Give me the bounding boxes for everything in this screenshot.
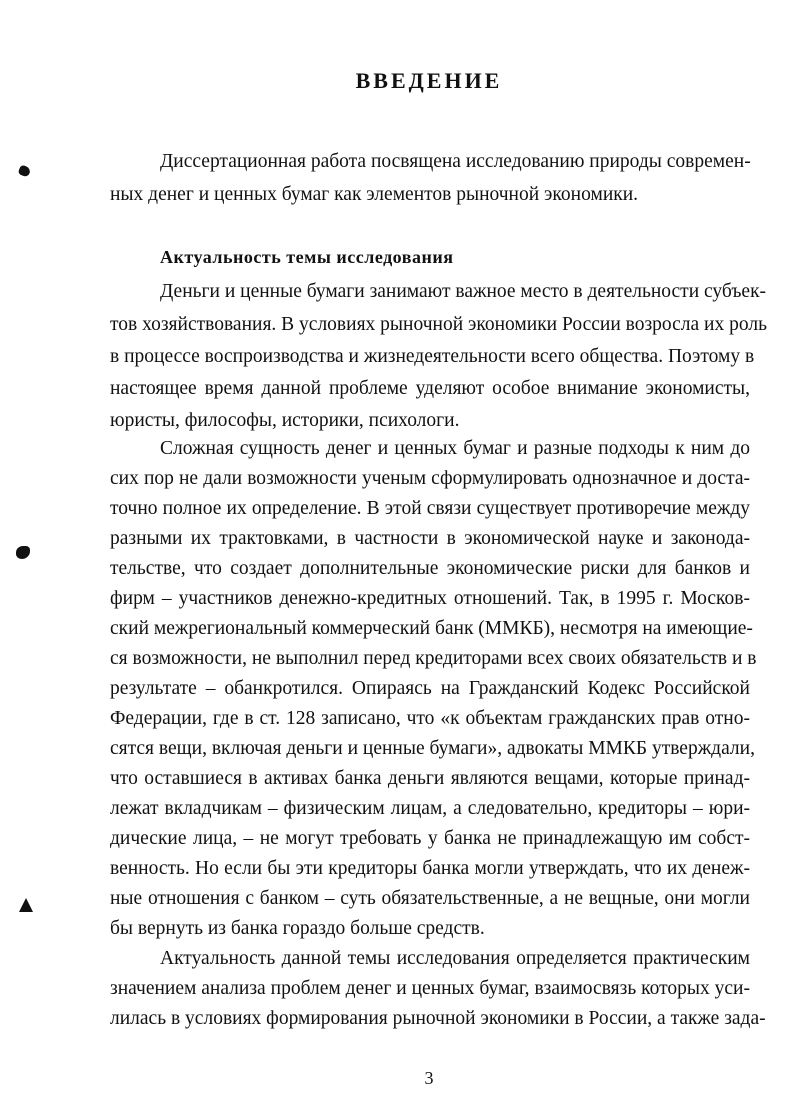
text-line: Деньги и ценные бумаги занимают важное место в деятельности субъек-	[160, 281, 767, 302]
text-line: сих пор не дали возможности ученым сформулировать однозначное и доста-	[110, 468, 750, 489]
text-line: лилась в условиях формирования рыночной экономики в России, а также зада-	[110, 1008, 766, 1029]
text-line: точно полное их определение. В этой связи существует противоречие между	[110, 498, 750, 519]
margin-mark	[18, 164, 32, 177]
text-line: ные отношения с банком – суть обязательственные, а не вещные, они могли	[110, 888, 750, 909]
text-line: бы вернуть из банка гораздо больше средств.	[110, 918, 485, 939]
text-line: юристы, философы, историки, психологи.	[110, 410, 460, 431]
section-heading: Актуальность темы исследования	[160, 247, 454, 267]
text-line: разными их трактовками, в частности в экономической науке и законода-	[110, 528, 750, 549]
text-line: тов хозяйствования. В условиях рыночной экономики России возросла их роль	[110, 314, 767, 335]
text-line: Актуальность данной темы исследования определяется практическим	[160, 948, 750, 969]
text-line: сятся вещи, включая деньги и ценные бумаги», адвокаты ММКБ утверждали,	[110, 738, 755, 759]
page-number: 3	[424, 1068, 434, 1088]
text-line: фирм – участников денежно-кредитных отношений. Так, в 1995 г. Москов-	[110, 588, 750, 609]
margin-mark	[16, 546, 30, 559]
text-line: дические лица, – не могут требовать у банка не принадлежащую им собст-	[110, 828, 750, 849]
text-line: настоящее время данной проблеме уделяют особое внимание экономисты,	[110, 378, 750, 399]
text-line: ся возможности, не выполнил перед кредиторами всех своих обязательств и в	[110, 648, 757, 669]
page-title: ВВЕДЕНИЕ	[355, 68, 503, 93]
text-line: в процессе воспроизводства и жизнедеятельности всего общества. Поэтому в	[110, 346, 755, 367]
text-line: результате – обанкротился. Опираясь на Гражданский Кодекс Российской	[110, 678, 750, 699]
text-line: Федерации, где в ст. 128 записано, что «к объектам гражданских прав отно-	[110, 708, 750, 729]
text-line: ский межрегиональный коммерческий банк (ММКБ), несмотря на имеющие-	[110, 618, 753, 639]
text-line: ных денег и ценных бумаг как элементов рыночной экономики.	[110, 184, 639, 205]
margin-mark	[19, 898, 33, 912]
text-line: венность. Но если бы эти кредиторы банка могли утверждать, что их денеж-	[110, 858, 750, 879]
text-line: что оставшиеся в активах банка деньги являются вещами, которые принад-	[110, 768, 750, 789]
text-line: значением анализа проблем денег и ценных бумаг, взаимосвязь которых уси-	[110, 978, 750, 999]
text-line: Диссертационная работа посвящена исследованию природы современ-	[160, 151, 751, 172]
text-line: Сложная сущность денег и ценных бумаг и разные подходы к ним до	[160, 438, 750, 459]
text-line: лежат вкладчикам – физическим лицам, а следовательно, кредиторы – юри-	[110, 798, 750, 819]
text-line: тельстве, что создает дополнительные экономические риски для банков и	[110, 558, 750, 579]
